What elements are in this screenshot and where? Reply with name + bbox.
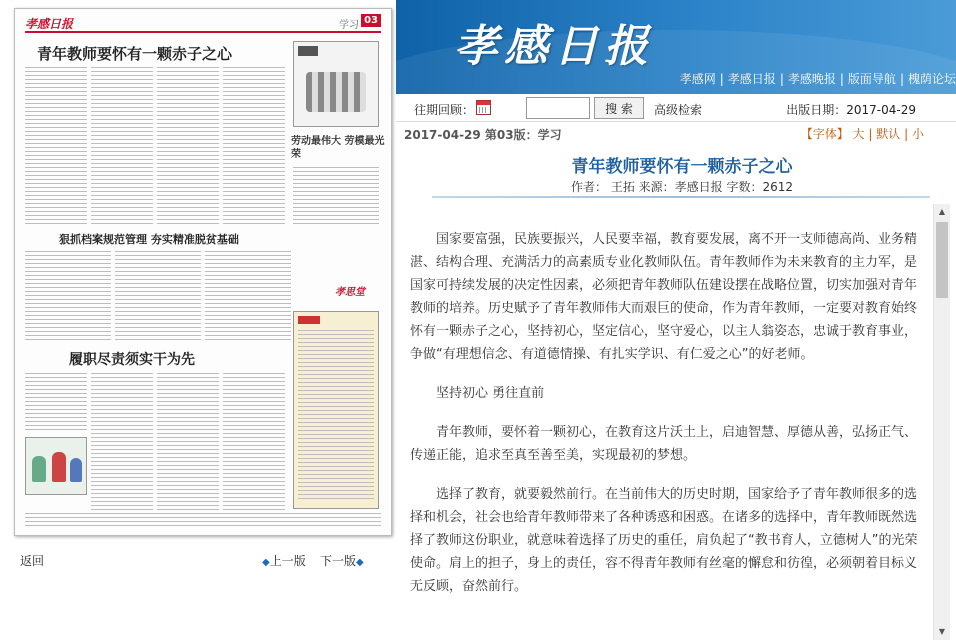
paper-footer-lines [25,513,381,527]
paper-headline-2[interactable]: 狠抓档案规范管理 夯实精准脱贫基础 [59,233,239,246]
paper-section-label: 学习 [339,20,359,31]
paper-text-column [223,67,285,227]
search-button[interactable]: 搜 索 [594,97,644,119]
paper-text-column [157,373,219,523]
next-arrow-icon: ◆ [356,557,364,568]
paper-text-column [293,167,379,227]
top-nav-links: 孝感网 | 孝感日报 | 孝感晚报 | 版面导航 | 槐荫论坛 [679,72,956,86]
prev-page-link[interactable] [262,552,306,569]
next-page-link[interactable] [320,552,364,569]
top-link-xiaogan-daily[interactable]: 孝感日报 [727,72,776,86]
paper-text-column [25,251,111,341]
newspaper-page-panel [0,0,396,640]
top-link-forum[interactable]: 槐荫论坛 [907,72,956,86]
article-subheading: 坚持初心 勇往直前 [436,386,545,401]
publish-date: 出版日期：2017-04-29 [786,103,916,117]
font-size-small[interactable]: 小 [911,127,924,141]
article-scrollbar[interactable] [933,204,950,640]
paper-signature: 孝思堂 [335,287,365,298]
font-size-large[interactable]: 大 [852,127,865,141]
article-byline: 作者： 王拓 来源：孝感日报 字数：2612 [571,180,793,194]
paper-text-column [91,373,153,523]
search-bar [396,94,956,122]
paper-text-column [205,251,291,341]
past-issues-label: 往期回顾： [414,103,475,117]
paper-text-column [157,67,219,227]
paper-text-column [115,251,201,341]
top-link-xiaogan-net[interactable]: 孝感网 [679,72,716,86]
prev-arrow-icon: ◆ [262,557,270,568]
article-title: 青年教师要怀有一颗赤子之心 [571,157,793,177]
date-search-input[interactable] [526,97,590,119]
paper-cartoon [25,437,87,495]
paper-text-column [91,67,153,227]
calendar-icon[interactable] [476,100,491,115]
scroll-up-icon[interactable]: ▲ [938,207,946,216]
title-divider [432,196,930,198]
paper-side-headline[interactable]: 劳动最伟大 劳模最光荣 [291,136,385,160]
next-page-label: 下一版 [320,554,357,568]
advanced-search-link[interactable]: 高级检索 [654,103,703,117]
article-paragraph: 青年教师，要怀着一颗初心，在教育这片沃土上，启迪智慧、厚德从善，弘扬正气、传递正能，追求至真至善至美，实现最初的梦想。 [410,425,918,463]
paper-header [25,15,381,33]
prev-page-label: 上一版 [269,554,306,568]
font-size-default[interactable]: 默认 [876,127,901,141]
scroll-thumb[interactable] [936,222,948,298]
paper-text-column [223,373,285,523]
article-body [410,206,928,640]
paper-text-column [25,373,87,433]
article-issue-meta: 2017-04-29 第03版：学习 [404,128,562,142]
scroll-down-icon[interactable]: ▼ [938,627,946,636]
newspaper-page-image[interactable] [14,8,392,536]
back-link[interactable]: 返回 [20,554,45,568]
paper-page-number: 03 [361,14,381,27]
top-link-page-nav[interactable]: 版面导航 [847,72,896,86]
article-paragraph: 选择了教育，就要毅然前行。在当前伟大的历史时期，国家给予了青年教师很多的选择和机会，社会也给青年教师带来了各种诱惑和困惑。在诸多的选择中，青年教师既然选择了教师这份职业，就意味着选择了历史的重任，肩负起了“教书育人，立德树人”的光荣使命。肩上的担子，身上的责任，容不得青年教师有丝毫的懈怠和彷徨，必须朝着目标义无反顾，奋然前行。 [410,487,918,594]
article-paragraph: 国家要富强，民族要振兴，人民要幸福，教育要发展，离不开一支师德高尚、业务精湛、结构合理、充满活力的高素质专业化教师队伍。青年教师作为未来教育的主力军，是国家可持续发展的决定性因素，必须把青年教师队伍建设摆在战略位置，切实加强对青年教师的培养。历史赋予了青年教师伟大而艰巨的使命，作为青年教师，一定要对教育始终怀有一颗赤子之心，坚持初心，坚定信心，坚守爱心，以主人翁姿态，忠诚于教育事业，争做“有理想信念、有道德情操、有扎实学识、有仁爱之心”的好老师。 [410,232,918,362]
paper-photo-box [293,41,379,127]
site-banner [396,0,956,94]
paper-sidebar-box [293,311,379,509]
paper-text-column [25,67,87,227]
paper-headline-main[interactable]: 青年教师要怀有一颗赤子之心 [37,45,233,63]
paper-headline-3[interactable]: 履职尽责须实干为先 [69,352,195,368]
site-logo[interactable]: 孝感日报 [454,21,654,72]
font-size-label: 【字体】 [800,127,849,141]
top-link-xiaogan-evening[interactable]: 孝感晚报 [787,72,836,86]
font-size-control: 【字体】 大 | 默认 | 小 [800,127,924,141]
paper-masthead: 孝感日报 [25,17,74,31]
